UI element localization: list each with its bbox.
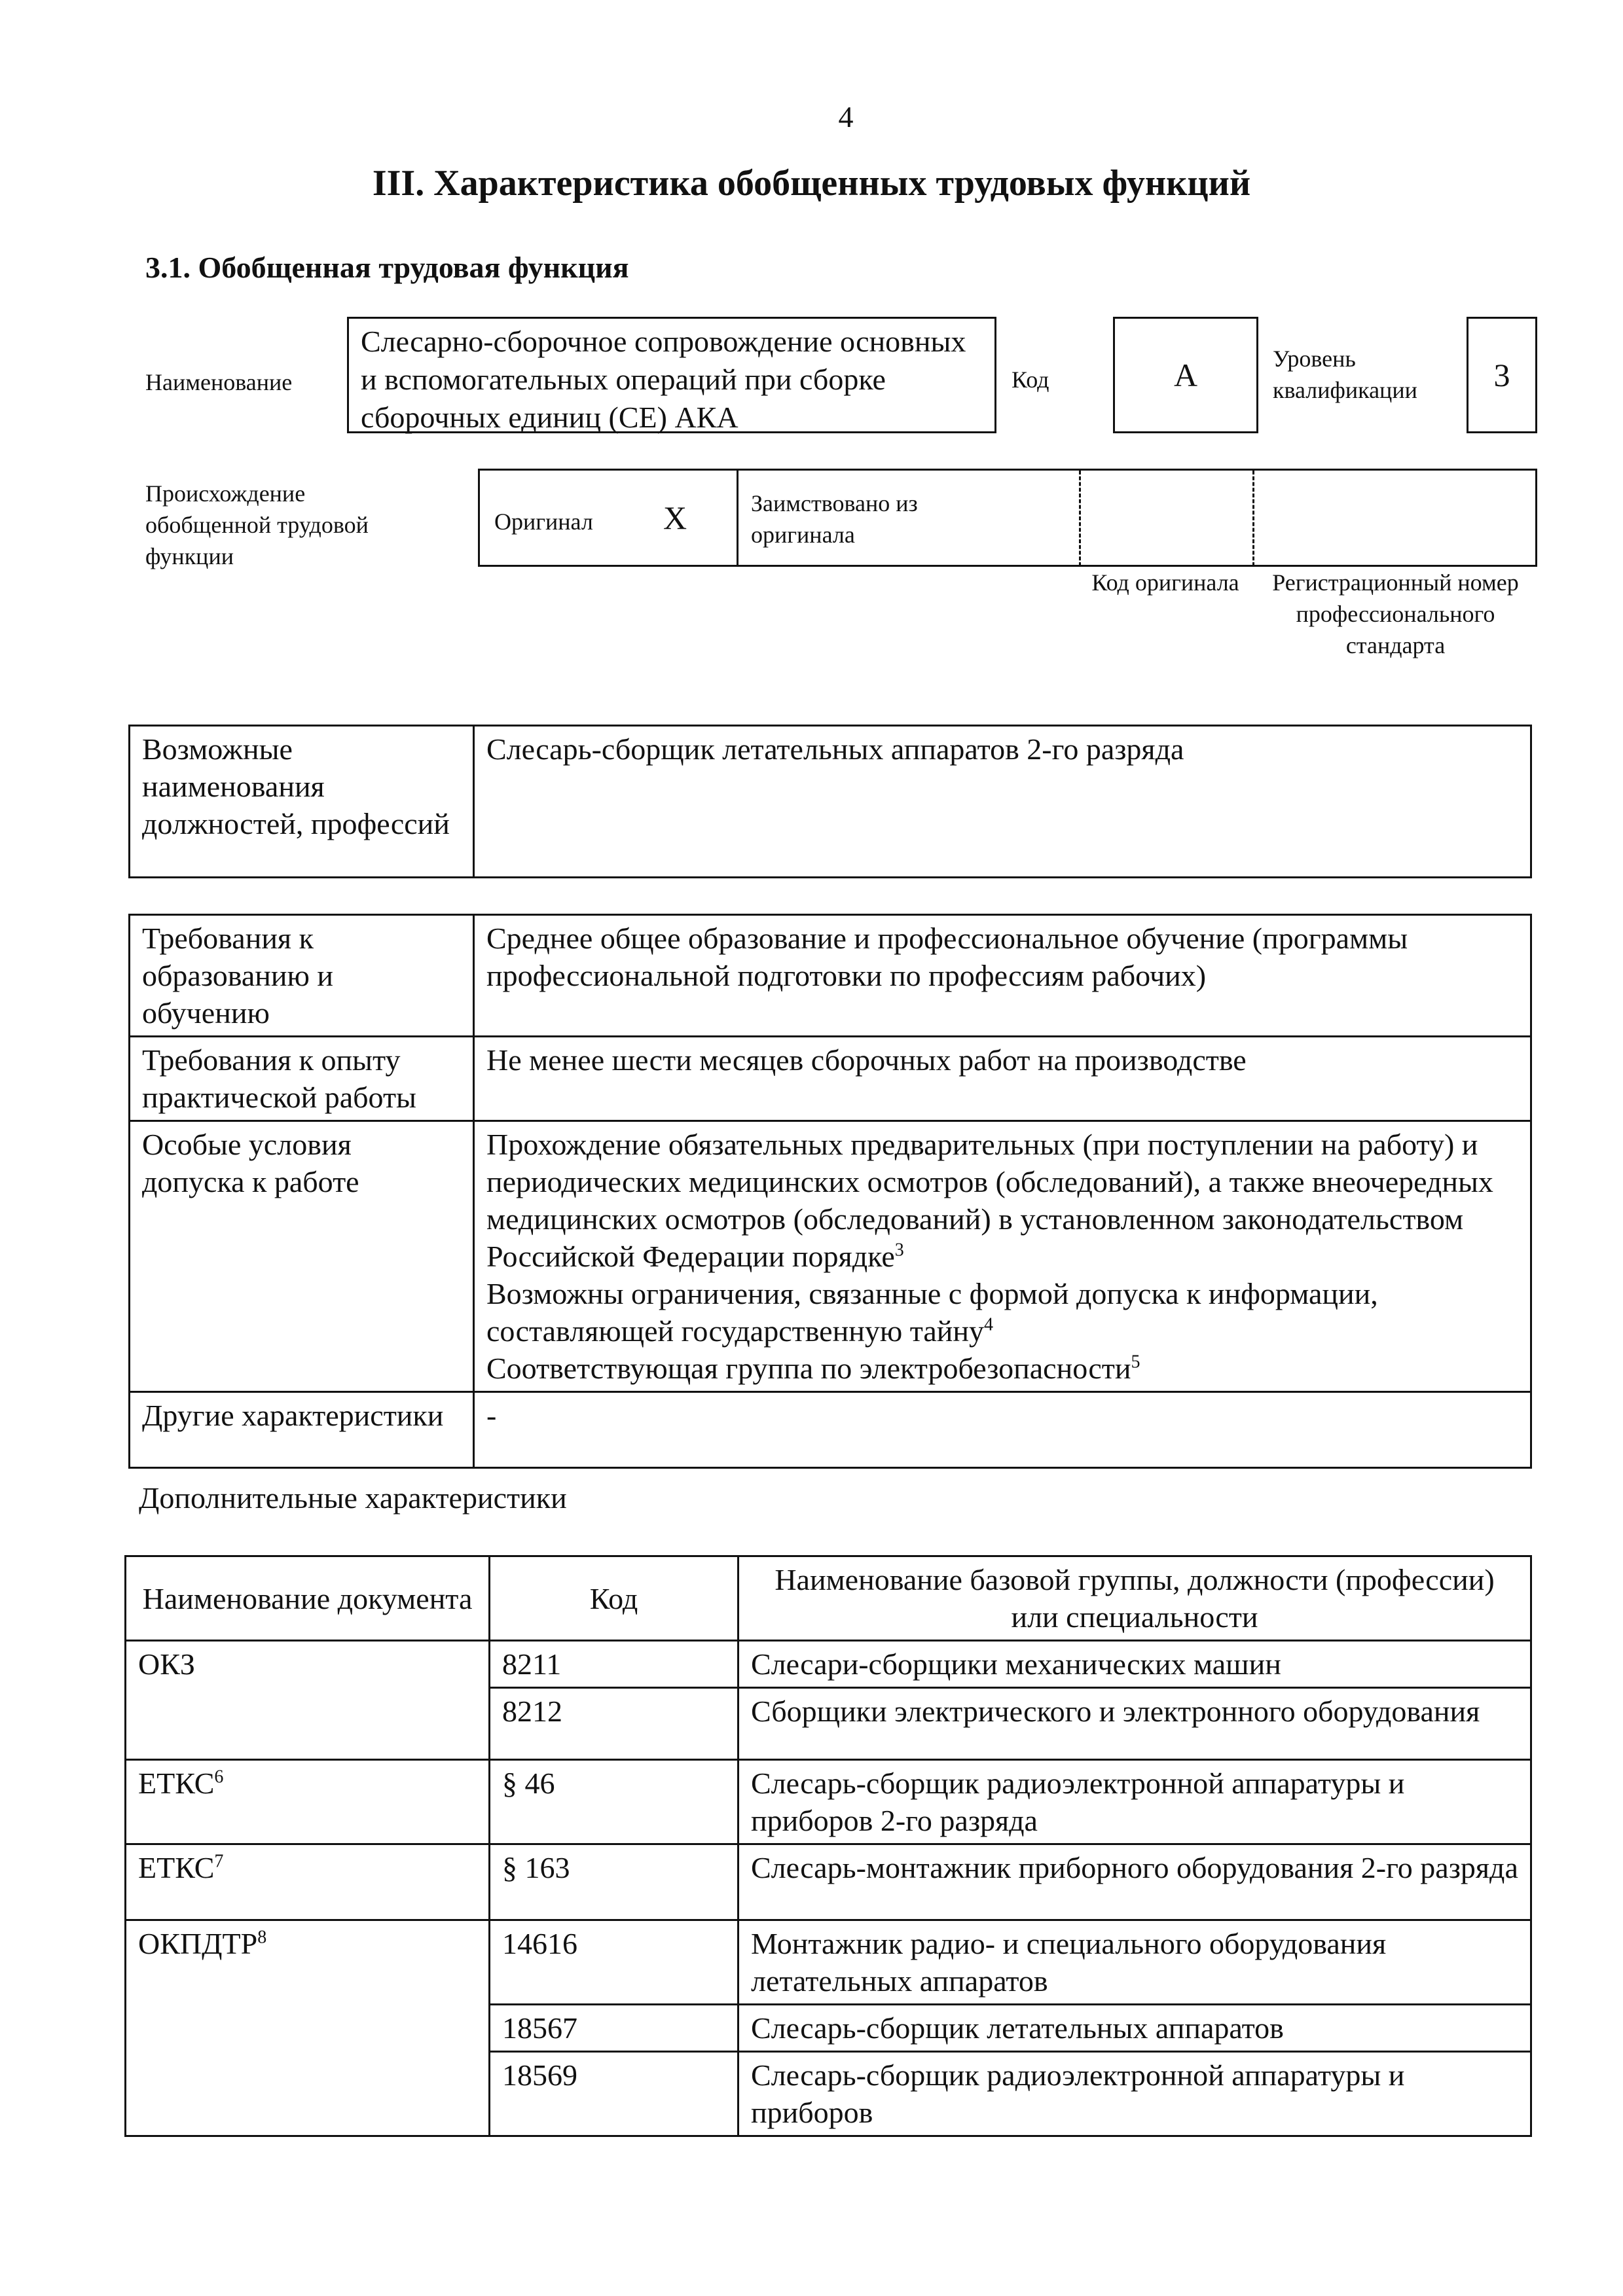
req-value [474, 1121, 1531, 1392]
doc-name: ОКЗ [138, 1647, 195, 1681]
origin-label: Происхождение обобщенной трудовой функции [145, 480, 369, 569]
footnote-ref: 8 [257, 1927, 267, 1948]
req-label: Другие характеристики [130, 1392, 474, 1468]
positions-label: Возможные наименования должностей, профессий [130, 726, 474, 878]
original-label: Оригинал [494, 509, 593, 535]
doc-name: ЕТКС [138, 1851, 215, 1884]
doc-cell [126, 1844, 490, 1920]
name-cell: Слесарь-сборщик летательных аппаратов [739, 2005, 1531, 2052]
regnum-caption: Регистрационный номер профессионального стандарта [1272, 569, 1519, 658]
header-cell: Наименование документа [126, 1556, 490, 1641]
req-label: Требования к опыту практической работы [130, 1037, 474, 1121]
req-value: Не менее шести месяцев сборочных работ на производстве [474, 1037, 1531, 1121]
footnote-ref: 5 [1131, 1352, 1140, 1372]
header-cell: Наименование базовой группы, должности (профессии) или специальности [739, 1556, 1531, 1641]
additional-title: Дополнительные характеристики [139, 1481, 567, 1515]
code-cell: 8211 [490, 1641, 739, 1688]
table-row [126, 1641, 1531, 1688]
req-value: Среднее общее образование и профессиональное обучение (программы профессиональной подготовки по профессиям рабочих) [474, 915, 1531, 1037]
req-label: Особые условия допуска к работе [130, 1121, 474, 1392]
level-value: 3 [1467, 317, 1537, 433]
code-value: А [1113, 317, 1258, 433]
code-cell: 8212 [490, 1688, 739, 1760]
table-row [126, 1844, 1531, 1920]
doc-cell [126, 1760, 490, 1844]
name-cell: Монтажник радио- и специального оборудования летательных аппаратов [739, 1920, 1531, 2005]
divider [1252, 471, 1254, 566]
req-line: Соответствующая группа по электробезопасности [486, 1352, 1131, 1385]
positions-value: Слесарь-сборщик летательных аппаратов 2-го разряда [474, 726, 1531, 878]
footnote-ref: 4 [984, 1314, 994, 1335]
req-label: Требования к образованию и обучению [130, 915, 474, 1037]
name-label: Наименование [145, 369, 293, 395]
req-value: - [474, 1392, 1531, 1468]
name-value: Слесарно-сборочное сопровождение основных и вспомогательных операций при сборке сборочных единиц (СЕ) АКА [347, 317, 996, 433]
req-line: Прохождение обязательных предварительных (при поступлении на работу) и периодических медицинских осмотров (обследований), а также внеочередных медицинских осмотров (обследований) в установленном законодательством Российской Федерации порядке [486, 1128, 1493, 1273]
name-cell: Слесари-сборщики механических машин [739, 1641, 1531, 1688]
code-label: Код [1012, 367, 1049, 393]
table-row [126, 1760, 1531, 1844]
code-cell: § 163 [490, 1844, 739, 1920]
name-cell: Слесарь-монтажник приборного оборудования 2-го разряда [739, 1844, 1531, 1920]
name-cell: Слесарь-сборщик радиоэлектронной аппаратуры и приборов [739, 2052, 1531, 2136]
divider [737, 471, 739, 566]
section-title: III. Характеристика обобщенных трудовых функций [372, 163, 1251, 204]
footnote-ref: 3 [894, 1240, 904, 1261]
footnote-ref: 7 [214, 1851, 224, 1872]
original-mark: Х [663, 499, 687, 536]
doc-cell [126, 1641, 490, 1760]
doc-name: ОКПДТР [138, 1927, 258, 1960]
footnote-ref: 6 [214, 1767, 224, 1787]
positions-table [128, 725, 1532, 878]
code-cell: 18567 [490, 2005, 739, 2052]
doc-name: ЕТКС [138, 1767, 215, 1800]
subsection-title: 3.1. Обобщенная трудовая функция [145, 251, 629, 284]
page-number: 4 [838, 100, 854, 134]
table-row [126, 1920, 1531, 2005]
code-cell: 14616 [490, 1920, 739, 2005]
req-line: Возможны ограничения, связанные с формой допуска к информации, составляющей государственную тайну [486, 1277, 1378, 1348]
requirements-table [128, 914, 1532, 1469]
name-cell: Сборщики электрического и электронного оборудования [739, 1688, 1531, 1760]
doc-cell [126, 1920, 490, 2136]
name-cell: Слесарь-сборщик радиоэлектронной аппаратуры и приборов 2-го разряда [739, 1760, 1531, 1844]
code-cell: 18569 [490, 2052, 739, 2136]
code-caption: Код оригинала [1091, 569, 1239, 596]
header-cell: Код [490, 1556, 739, 1641]
divider [1079, 471, 1081, 566]
origin-box [478, 469, 1537, 567]
additional-table [124, 1555, 1532, 2137]
level-label: Уровень квалификации [1273, 346, 1417, 403]
borrowed-label: Заимствовано из оригинала [751, 490, 918, 548]
code-cell: § 46 [490, 1760, 739, 1844]
